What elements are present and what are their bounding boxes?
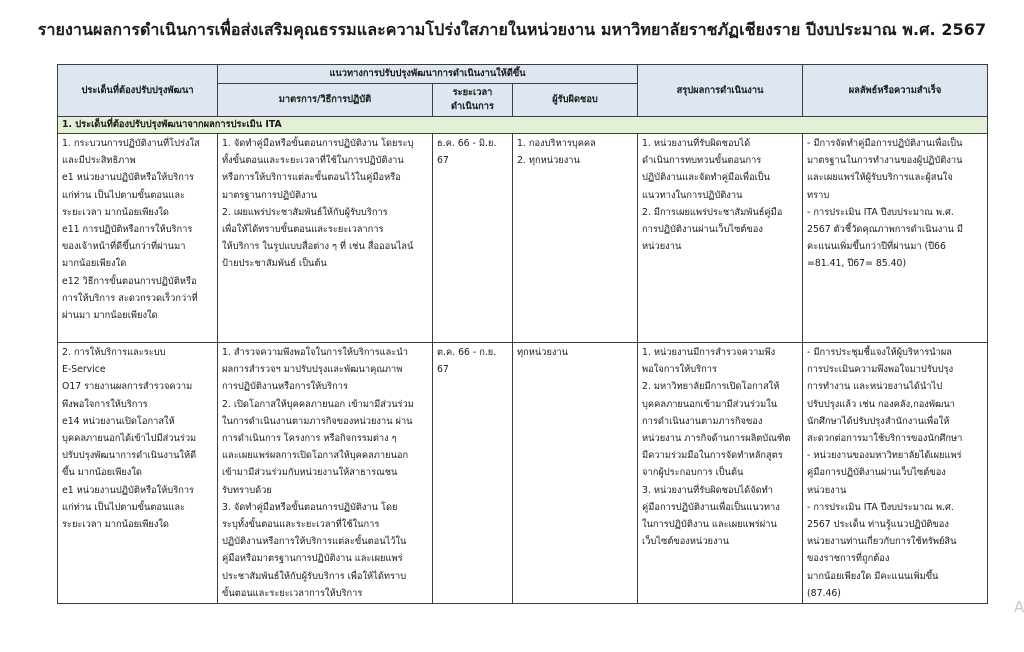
cell-line: ต.ค. 66 - ก.ย. 67	[437, 347, 497, 376]
section-row	[58, 117, 988, 134]
cell-line: และเผยแพร่ผลการเปิดโอกาสให้บุคคลภายนอก	[222, 450, 409, 462]
cell-line: 3. หน่วยงานที่รับผิดชอบได้จัดทำ	[642, 484, 773, 496]
cell-line: ป้ายประชาสัมพันธ์ เป็นต้น	[222, 258, 327, 270]
cell-line: e11 การปฏิบัติหรือการให้บริการ	[62, 224, 193, 236]
cell-line: - มีการประชุมชี้แจงให้ผู้บริหารนำผล	[807, 347, 952, 358]
cell-line: จากผู้ประกอบการ เป็นต้น	[642, 467, 744, 479]
header-summary: สรุปผลการดำเนินงาน	[638, 65, 803, 117]
cell-line: แก่ท่าน เป็นไปตามขั้นตอนและ	[62, 189, 186, 201]
cell-line: ขึ้น มากน้อยเพียงใด	[62, 467, 142, 479]
cell-line: นักศึกษาได้ปรับปรุงสำนักงานเพื่อให้	[807, 415, 950, 427]
cell-line: แก่ท่าน เป็นไปตามขั้นตอนและ	[62, 501, 186, 513]
cell-line: 2567 ตัวชี้วัดคุณภาพการดำเนินงาน มี	[807, 224, 963, 236]
cell-line: 2. เปิดโอกาสให้บุคคลภายนอก เข้ามามีส่วนร่วม	[222, 398, 414, 410]
cell-result	[803, 134, 988, 343]
cell-line: ของเจ้าหน้าที่ดีขึ้นกว่าที่ผ่านมา	[62, 241, 186, 253]
cell-line: การให้บริการ สะดวกรวดเร็วกว่าที่	[62, 292, 198, 304]
watermark-text: A	[1014, 598, 1024, 616]
cell-line: e12 วิธีการขั้นตอนการปฏิบัติหรือ	[62, 275, 197, 287]
cell-line: มาตรฐานในการทำงานของผู้ปฏิบัติงาน	[807, 155, 963, 167]
cell-line: - มีการจัดทำคู่มือการปฏิบัติงานเพื่อเป็น	[807, 138, 963, 149]
cell-line: หรือการให้บริการแต่ละขั้นตอนไว้ในคู่มือหรือ	[222, 172, 401, 184]
cell-line: และมีประสิทธิภาพ	[62, 155, 136, 167]
cell-line: มีความร่วมมือในการจัดทำหลักสูตร	[642, 450, 783, 462]
cell-line: ของราชการที่ถูกต้อง	[807, 553, 890, 565]
header-row-1	[58, 65, 988, 84]
cell-line: 2. การให้บริการและระบบ	[62, 347, 166, 358]
cell-line: รับทราบด้วย	[222, 484, 272, 496]
cell-line: 1. สำรวจความพึงพอใจในการให้บริการและนำ	[222, 347, 408, 358]
cell-line: ปรับปรุงแล้ว เช่น กองคลัง,กองพัฒนา	[807, 398, 955, 410]
cell-line: ทราบ	[807, 189, 830, 201]
cell-line: (87.46)	[807, 587, 841, 599]
cell-line: 3. จัดทำคู่มือหรือขั้นตอนการปฏิบัติงาน โดย	[222, 501, 398, 513]
cell-line: คู่มือการปฏิบัติงานผ่านเว็บไซต์ของ	[807, 467, 946, 479]
cell-line: ผลการสำรวจฯ มาปรับปรุงและพัฒนาคุณภาพ	[222, 364, 403, 376]
cell-line: หน่วยงาน	[642, 241, 682, 253]
cell-line: ปฏิบัติงานและจัดทำคู่มือเพื่อเป็น	[642, 172, 770, 184]
cell-line: ผ่านมา มากน้อยเพียงใด	[62, 310, 158, 322]
cell-summary	[638, 343, 803, 604]
cell-line: e1 หน่วยงานปฏิบัติหรือให้บริการ	[62, 484, 195, 496]
cell-line: คู่มือการปฏิบัติงานเพื่อเป็นแนวทาง	[642, 501, 780, 513]
cell-line: e1 หน่วยงานปฏิบัติหรือให้บริการ	[62, 172, 195, 184]
cell-issue	[58, 343, 218, 604]
document-title: รายงานผลการดำเนินการเพื่อส่งเสริมคุณธรรมและความโปร่งใสภายในหน่วยงาน มหาวิทยาลัยราชภัฏเชียงราย ปีงบประมาณ พ.ศ. 2567	[37, 20, 987, 39]
cell-line: คู่มือหรือมาตรฐานการปฏิบัติงาน และเผยแพร่	[222, 553, 403, 565]
cell-line: ระบุทั้งขั้นตอนและระยะเวลาที่ใช้ในการ	[222, 519, 380, 531]
cell-line: ให้บริการ ในรูปแบบสื่อต่าง ๆ ที่ เช่น สื่อออนไลน์	[222, 241, 414, 253]
cell-line: O17 รายงานผลการสำรวจความ	[62, 381, 193, 393]
cell-line: บุคคลภายนอกได้เข้าไปมีส่วนร่วม	[62, 433, 197, 445]
cell-line: ธ.ค. 66 - มิ.ย. 67	[437, 138, 497, 167]
cell-line: การปฏิบัติงานผ่านเว็บไซต์ของ	[642, 224, 763, 236]
header-responsible: ผู้รับผิดชอบ	[513, 84, 638, 117]
header-measure: มาตรการ/วิธีการปฏิบัติ	[218, 84, 433, 117]
cell-issue	[58, 134, 218, 343]
cell-line: หน่วยงานท่านเกี่ยวกับการใช้ทรัพย์สิน	[807, 536, 957, 548]
cell-summary	[638, 134, 803, 343]
cell-line: 1. กองบริหารบุคคล	[517, 138, 596, 149]
cell-line: ปฏิบัติงานหรือการให้บริการแต่ละขั้นตอนไว้ใน	[222, 536, 407, 548]
section-title: 1. ประเด็นที่ต้องปรับปรุงพัฒนาจากผลการประเมิน ITA	[58, 117, 988, 134]
cell-line: ทั้งขั้นตอนและระยะเวลาที่ใช้ในการปฏิบัติงาน	[222, 155, 404, 167]
header-approach: แนวทางการปรับปรุงพัฒนาการดำเนินงานให้ดีขึ้น	[218, 65, 638, 84]
header-period	[433, 84, 513, 117]
cell-line: การดำเนินการ โครงการ หรือกิจกรรมต่าง ๆ	[222, 433, 397, 445]
cell-line: และเผยแพร่ให้ผู้รับบริการและผู้สนใจ	[807, 172, 953, 184]
cell-line: e14 หน่วยงานเปิดโอกาสให้	[62, 415, 175, 427]
report-table	[57, 64, 988, 604]
cell-line: =81.41, ปี67= 85.40)	[807, 258, 907, 270]
cell-line: 2567 ประเด็น ท่านรู้แนวปฏิบัติของ	[807, 519, 949, 531]
cell-line: ระยะเวลา มากน้อยเพียงใด	[62, 206, 169, 218]
cell-line: - การประเมิน ITA ปีงบประมาณ พ.ศ.	[807, 206, 954, 218]
cell-line: 2. มีการเผยแพร่ประชาสัมพันธ์คู่มือ	[642, 206, 783, 218]
cell-line: คะแนนเพิ่มขึ้นกว่าปีที่ผ่านมา (ปี66	[807, 241, 946, 253]
cell-line: มากน้อยเพียงใด มีคะแนนเพิ่มขึ้น	[807, 570, 939, 582]
cell-line: สะดวกต่อการมาใช้บริการของนักศึกษา	[807, 433, 963, 445]
cell-line: 1. กระบวนการปฏิบัติงานที่โปร่งใส	[62, 138, 200, 149]
cell-line: เข้ามามีส่วนร่วมกับหน่วยงานให้สาธารณชน	[222, 467, 398, 479]
cell-line: ระยะเวลา มากน้อยเพียงใด	[62, 519, 169, 531]
cell-line: ในการดำเนินงานตามภารกิจของหน่วยงาน ผ่าน	[222, 415, 413, 427]
cell-line: 1. หน่วยงานมีการสำรวจความพึง	[642, 347, 776, 358]
cell-line: หน่วยงาน	[807, 484, 847, 496]
cell-line: ประชาสัมพันธ์ให้กับผู้รับบริการ เพื่อให้ได้ทราบ	[222, 570, 407, 582]
cell-line: - การประเมิน ITA ปีงบประมาณ พ.ศ.	[807, 501, 954, 513]
cell-line: หน่วยงาน ภารกิจด้านการผลิตบัณฑิต	[642, 433, 791, 445]
cell-line: ขั้นตอนและระยะเวลาการให้บริการ	[222, 587, 363, 599]
table-row	[58, 134, 988, 343]
table-row	[58, 343, 988, 604]
cell-line: การทำงาน และหน่วยงานได้นำไป	[807, 381, 943, 393]
cell-line: ปรับปรุงพัฒนาการดำเนินงานให้ดี	[62, 450, 197, 462]
cell-responsible	[513, 134, 638, 343]
cell-period	[433, 343, 513, 604]
header-period-line: ดำเนินการ	[451, 101, 494, 112]
cell-line: 1. จัดทำคู่มือหรือขั้นตอนการปฏิบัติงาน โดยระบุ	[222, 138, 414, 149]
cell-line: ดำเนินการทบทวนขั้นตอนการ	[642, 155, 762, 167]
cell-line: ในการปฏิบัติงาน และเผยแพร่ผ่าน	[642, 519, 777, 531]
header-period-line: ระยะเวลา	[452, 87, 493, 98]
cell-line: การดำเนินงานตามภารกิจของ	[642, 415, 763, 427]
cell-measure	[218, 343, 433, 604]
cell-line: การประเมินความพึงพอใจมาปรับปรุง	[807, 364, 954, 376]
cell-line: มากน้อยเพียงใด	[62, 258, 127, 270]
cell-period	[433, 134, 513, 343]
cell-line: 2. มหาวิทยาลัยมีการเปิดโอกาสให้	[642, 381, 780, 393]
cell-line: 2. ทุกหน่วยงาน	[517, 155, 580, 167]
cell-line: เว็บไซต์ของหน่วยงาน	[642, 536, 730, 548]
cell-line: มาตรฐานการปฏิบัติงาน	[222, 189, 318, 201]
cell-responsible	[513, 343, 638, 604]
cell-line: 2. เผยแพร่ประชาสัมพันธ์ให้กับผู้รับบริการ	[222, 206, 388, 218]
cell-line: พอใจการให้บริการ	[642, 364, 717, 376]
header-issue: ประเด็นที่ต้องปรับปรุงพัฒนา	[58, 65, 218, 117]
header-result: ผลลัพธ์หรือความสำเร็จ	[803, 65, 988, 117]
cell-line: ทุกหน่วยงาน	[517, 347, 569, 358]
cell-line: E-Service	[62, 364, 106, 376]
cell-line: การปฏิบัติงานหรือการให้บริการ	[222, 381, 348, 393]
cell-line: บุคคลภายนอกเข้ามามีส่วนร่วมใน	[642, 398, 778, 410]
cell-line: 1. หน่วยงานที่รับผิดชอบได้	[642, 138, 751, 149]
cell-line: พึงพอใจการให้บริการ	[62, 398, 148, 410]
cell-line: - หน่วยงานของมหาวิทยาลัยได้เผยแพร่	[807, 450, 962, 462]
cell-line: เพื่อให้ได้ทราบขั้นตอนและระยะเวลาการ	[222, 224, 384, 236]
cell-measure	[218, 134, 433, 343]
cell-line: แนวทางในการปฏิบัติงาน	[642, 189, 743, 201]
cell-result	[803, 343, 988, 604]
